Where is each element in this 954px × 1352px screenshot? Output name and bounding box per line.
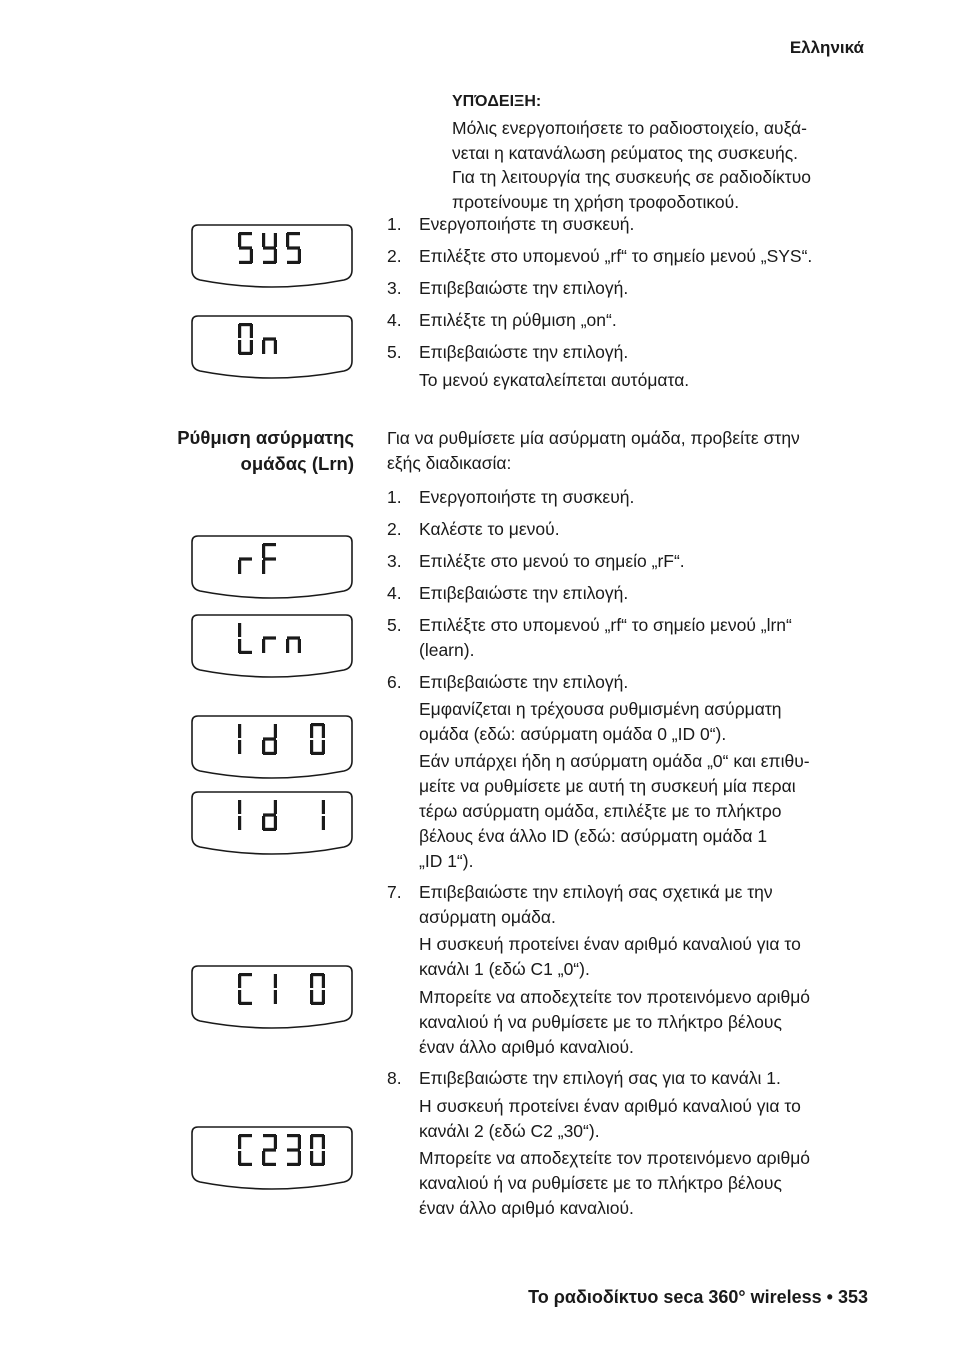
step-number: 1. [387,487,402,507]
note-body [452,116,882,214]
step-number: 8. [387,1068,402,1088]
step-result: Το μενού εγκαταλείπεται αυτόματα. [419,370,690,390]
note-line: Μόλις ενεργοποιήσετε το ραδιοστοιχείο, αυξά- [452,118,807,138]
step-note: Εάν υπάρχει ήδη η ασύρματη ομάδα „0“ και επιθυ- μείτε να ρυθμίσετε με αυτή τη συσκευή μία περαι τέρω ασύρματη ομάδα, επιλέξτε με το πλήκτρο βέλους ένα άλλο ID (εδώ: ασύρματη ομάδα 1 „ID 1“). [419,751,810,871]
note-heading: ΥΠΌΔΕΙΞΗ: [452,93,542,110]
lcd-display-lrn [190,614,354,678]
lcd-display-id0 [190,715,354,779]
step-note: Μπορείτε να αποδεχτείτε τον προτεινόμενο αριθμό καναλιού ή να ρυθμίσετε με το πλήκτρο βέλους έναν άλλο αριθμό καναλιού. [419,987,811,1057]
section-intro: Για να ρυθμίσετε μία ασύρματη ομάδα, προβείτε στην εξής διαδικασία: [387,428,800,473]
step-note: Η συσκευή προτείνει έναν αριθμό καναλιού για το κανάλι 2 (εδώ C2 „30“). [419,1096,801,1141]
step-number: 2. [387,519,402,539]
section-title: Ρύθμιση ασύρματης ομάδας (Lrn) [177,427,354,474]
step-text: Καλέστε το μενού. [419,519,560,539]
step-text: Επιβεβαιώστε την επιλογή σας για το κανάλι 1. [419,1068,781,1088]
step-text: Επιβεβαιώστε την επιλογή σας σχετικά με την [419,882,773,902]
step-number: 4. [387,310,402,330]
step-text: Επιβεβαιώστε την επιλογή. [419,342,629,362]
page-footer: Το ραδιοδίκτυο seca 360° wireless • 353 [528,1287,868,1307]
language-label: Ελληνικά [789,38,864,57]
step-text: Επιλέξτε τη ρύθμιση „on“. [419,310,617,330]
step-text: Επιβεβαιώστε την επιλογή. [419,672,629,692]
step-number: 6. [387,672,402,692]
step-number: 4. [387,583,402,603]
lcd-display-sys [190,224,354,288]
note-line: νεται η κατανάλωση ρεύματος της συσκευής. [452,142,799,163]
step-text: Επιλέξτε στο υπομενού „rf“ το σημείο μενού „lrn“ [419,615,792,635]
step-text: Ενεργοποιήστε τη συσκευή. [419,214,635,234]
lcd-display-rf [190,535,354,599]
step-note: Μπορείτε να αποδεχτείτε τον προτεινόμενο αριθμό καναλιού ή να ρυθμίσετε με το πλήκτρο βέλους έναν άλλο αριθμό καναλιού. [419,1148,811,1218]
step-text: ασύρματη ομάδα. [419,907,556,927]
lcd-display-on [190,315,354,379]
lcd-display-c230 [190,1126,354,1190]
step-number: 3. [387,278,402,298]
step-number: 5. [387,615,402,635]
step-note: Η συσκευή προτείνει έναν αριθμό καναλιού για το κανάλι 1 (εδώ C1 „0“). [419,934,801,979]
step-text: Επιβεβαιώστε την επιλογή. [419,583,629,603]
note-line: προτείνουμε τη χρήση τροφοδοτικού. [452,191,740,212]
step-text: (learn). [419,640,475,660]
step-text: Επιλέξτε στο μενού το σημείο „rF“. [419,551,685,571]
step-text: Επιβεβαιώστε την επιλογή. [419,278,629,298]
step-note: Εμφανίζεται η τρέχουσα ρυθμισμένη ασύρματη ομάδα (εδώ: ασύρματη ομάδα 0 „ID 0“). [419,699,782,744]
step-number: 5. [387,342,402,362]
step-text: Επιλέξτε στο υπομενού „rf“ το σημείο μενού „SYS“. [419,246,813,266]
step-number: 3. [387,551,402,571]
note-line: Για τη λειτουργία της συσκευής σε ραδιοδίκτυο [452,167,811,187]
step-text: Ενεργοποιήστε τη συσκευή. [419,487,635,507]
step-number: 1. [387,214,402,234]
step-number: 2. [387,246,402,266]
lcd-display-id1 [190,791,354,855]
lcd-display-c10 [190,965,354,1029]
step-number: 7. [387,882,402,902]
